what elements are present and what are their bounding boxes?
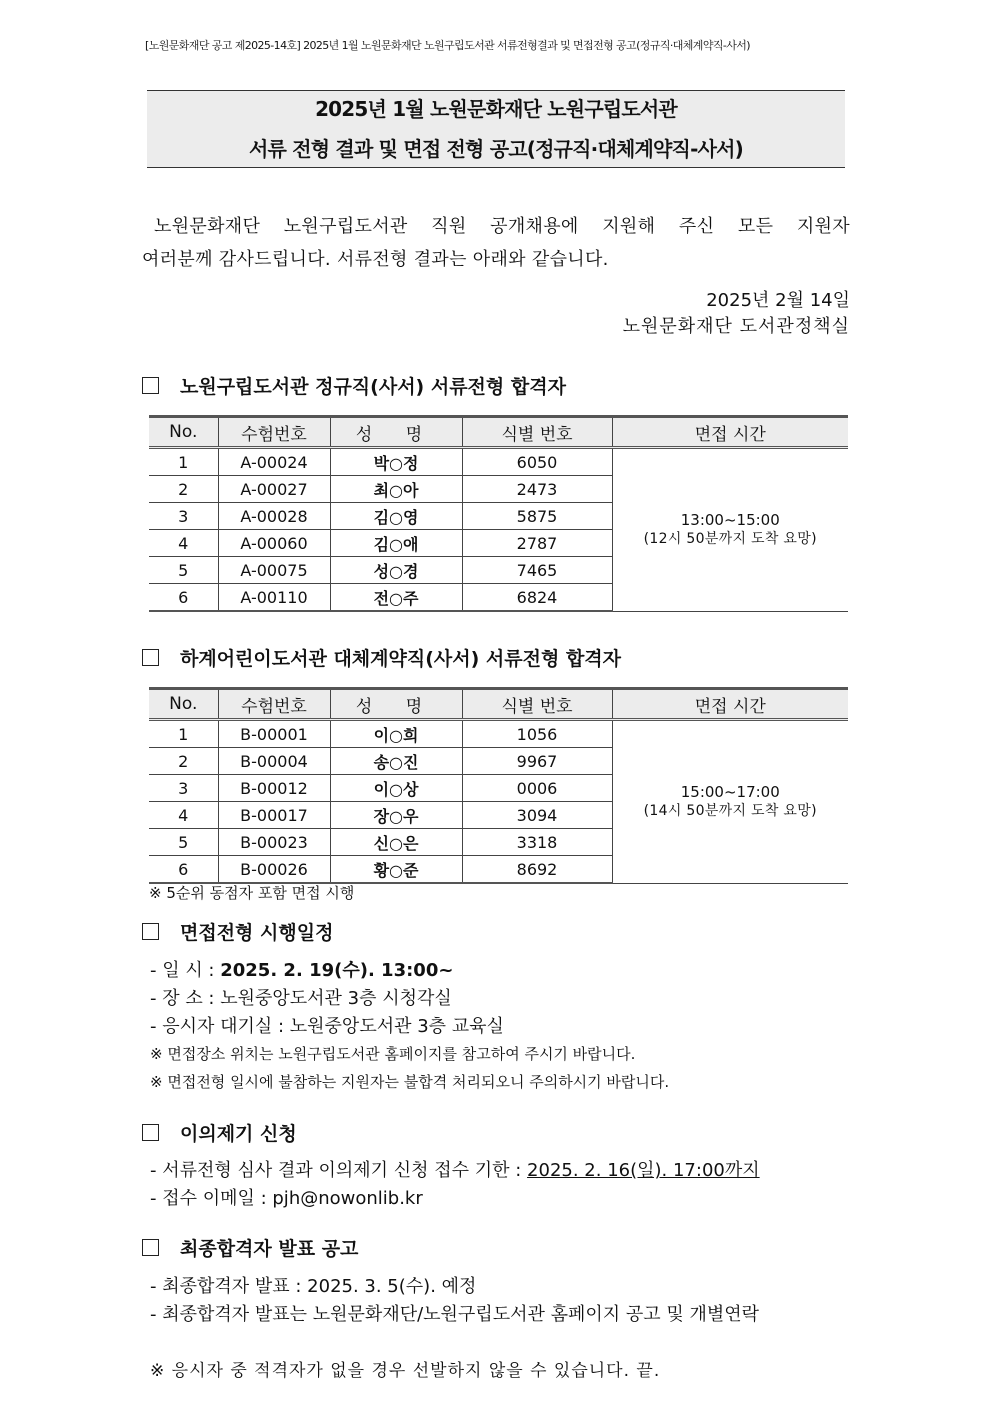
cell-id: 2787 [462,530,612,557]
checkbox-icon [142,377,159,394]
section-3-heading [142,918,333,945]
intro-line-1: 노원문화재단 노원구립도서관 직원 공개채용에 지원해 주신 모든 지원자 [154,216,850,237]
cell-exam: B-00001 [218,720,330,748]
header-interview-time: 면접 시간 [612,417,848,448]
cell-name: 박○정 [330,448,462,476]
final-announcement-method: - 최종합격자 발표는 노원문화재단/노원구립도서관 홈페이지 공고 및 개별연락 [150,1304,760,1325]
waiting-room: - 응시자 대기실 : 노원중앙도서관 3층 교육실 [150,1016,504,1037]
interview-note: (12시 50분까지 도착 요망) [643,530,817,547]
header-exam-no: 수험번호 [218,689,330,720]
table-header-row [149,689,848,720]
absence-note: ※ 면접전형 일시에 불참하는 지원자는 불합격 처리되오니 주의하시기 바랍니다. [150,1073,670,1091]
cell-no: 6 [149,856,218,884]
table-row [149,448,848,476]
interview-note: (14시 50분까지 도착 요망) [643,802,817,819]
interview-time: 15:00~17:00 [680,782,780,801]
cell-id: 0006 [462,775,612,802]
announcement-header: [노원문화재단 공고 제2025-14호] 2025년 1월 노원문화재단 노원구립도서관 서류전형결과 및 면접전형 공고(정규직·대체계약직-사서) [145,39,750,52]
cell-no: 2 [149,748,218,775]
section-5-title: 최종합격자 발표 공고 [180,1238,359,1260]
checkbox-icon [142,923,159,940]
cell-interview-time [612,720,848,884]
cell-exam: A-00075 [218,557,330,584]
cell-id: 9967 [462,748,612,775]
cell-no: 5 [149,829,218,856]
cell-no: 2 [149,476,218,503]
cell-name: 최○아 [330,476,462,503]
cell-exam: B-00004 [218,748,330,775]
checkbox-icon [142,1124,159,1141]
cell-id: 6824 [462,584,612,612]
interview-date-label: - 일 시 : [150,960,221,981]
intro-line-2: 여러분께 감사드립니다. 서류전형 결과는 아래와 같습니다. [142,249,609,270]
title-line-1: 2025년 1월 노원문화재단 노원구립도서관 [315,97,677,121]
announcement-date: 2025년 2월 14일 [706,290,850,311]
section-2-title: 하계어린이도서관 대체계약직(사서) 서류전형 합격자 [180,648,622,670]
header-interview-time: 면접 시간 [612,689,848,720]
section-5-heading [142,1234,358,1261]
organization-name: 노원문화재단 도서관정책실 [622,316,850,337]
cell-name: 황○준 [330,856,462,884]
table-header-row [149,417,848,448]
cell-id: 5875 [462,503,612,530]
cell-name: 성○경 [330,557,462,584]
cell-exam: B-00017 [218,802,330,829]
cell-no: 4 [149,530,218,557]
title-line-2: 서류 전형 결과 및 면접 전형 공고(정규직·대체계약직-사서) [249,137,743,161]
cell-name: 전○주 [330,584,462,612]
title-box [147,90,845,168]
cell-name: 장○우 [330,802,462,829]
cell-name: 신○은 [330,829,462,856]
cell-id: 2473 [462,476,612,503]
cell-no: 6 [149,584,218,612]
interview-time: 13:00~15:00 [680,510,780,529]
tie-note: ※ 5순위 동점자 포함 면접 시행 [149,884,355,902]
header-no: No. [149,417,218,448]
table-contract [149,687,848,884]
header-name: 성 명 [330,689,462,720]
objection-deadline-value: 2025. 2. 16(일). 17:00까지 [527,1160,760,1181]
header-id-no: 식별 번호 [462,689,612,720]
cell-id: 6050 [462,448,612,476]
cell-name: 김○영 [330,503,462,530]
cell-name: 김○애 [330,530,462,557]
checkbox-icon [142,649,159,666]
section-4-heading [142,1119,297,1146]
cell-exam: A-00110 [218,584,330,612]
cell-id: 1056 [462,720,612,748]
section-3-title: 면접전형 시행일정 [180,922,334,944]
section-2-heading [142,644,621,671]
cell-interview-time [612,448,848,612]
section-4-title: 이의제기 신청 [180,1123,297,1145]
objection-deadline-label: - 서류전형 심사 결과 이의제기 신청 접수 기한 : [150,1160,528,1181]
cell-no: 1 [149,720,218,748]
final-announcement-date: - 최종합격자 발표 : 2025. 3. 5(수). 예정 [150,1276,477,1297]
cell-id: 3094 [462,802,612,829]
header-name: 성 명 [330,417,462,448]
cell-exam: B-00012 [218,775,330,802]
cell-no: 4 [149,802,218,829]
place-note: ※ 면접장소 위치는 노원구립도서관 홈페이지를 참고하여 주시기 바랍니다. [150,1045,636,1063]
table-row [149,720,848,748]
cell-exam: B-00026 [218,856,330,884]
interview-date [150,956,453,982]
cell-no: 1 [149,448,218,476]
interview-date-value: 2025. 2. 19(수). 13:00~ [220,960,454,981]
section-1-title: 노원구립도서관 정규직(사서) 서류전형 합격자 [180,376,566,398]
cell-no: 3 [149,775,218,802]
cell-name: 이○상 [330,775,462,802]
header-id-no: 식별 번호 [462,417,612,448]
cell-exam: A-00060 [218,530,330,557]
cell-exam: A-00028 [218,503,330,530]
cell-name: 송○진 [330,748,462,775]
final-note: ※ 응시자 중 적격자가 없을 경우 선발하지 않을 수 있습니다. 끝. [150,1361,661,1381]
cell-no: 5 [149,557,218,584]
header-exam-no: 수험번호 [218,417,330,448]
cell-id: 3318 [462,829,612,856]
cell-id: 7465 [462,557,612,584]
cell-exam: A-00027 [218,476,330,503]
objection-email: - 접수 이메일 : pjh@nowonlib.kr [150,1188,423,1209]
section-1-heading [142,372,566,399]
objection-deadline [150,1156,760,1182]
cell-exam: A-00024 [218,448,330,476]
header-no: No. [149,689,218,720]
cell-id: 8692 [462,856,612,884]
cell-name: 이○희 [330,720,462,748]
cell-exam: B-00023 [218,829,330,856]
interview-place: - 장 소 : 노원중앙도서관 3층 시청각실 [150,988,452,1009]
cell-no: 3 [149,503,218,530]
table-regular [149,415,848,612]
checkbox-icon [142,1239,159,1256]
